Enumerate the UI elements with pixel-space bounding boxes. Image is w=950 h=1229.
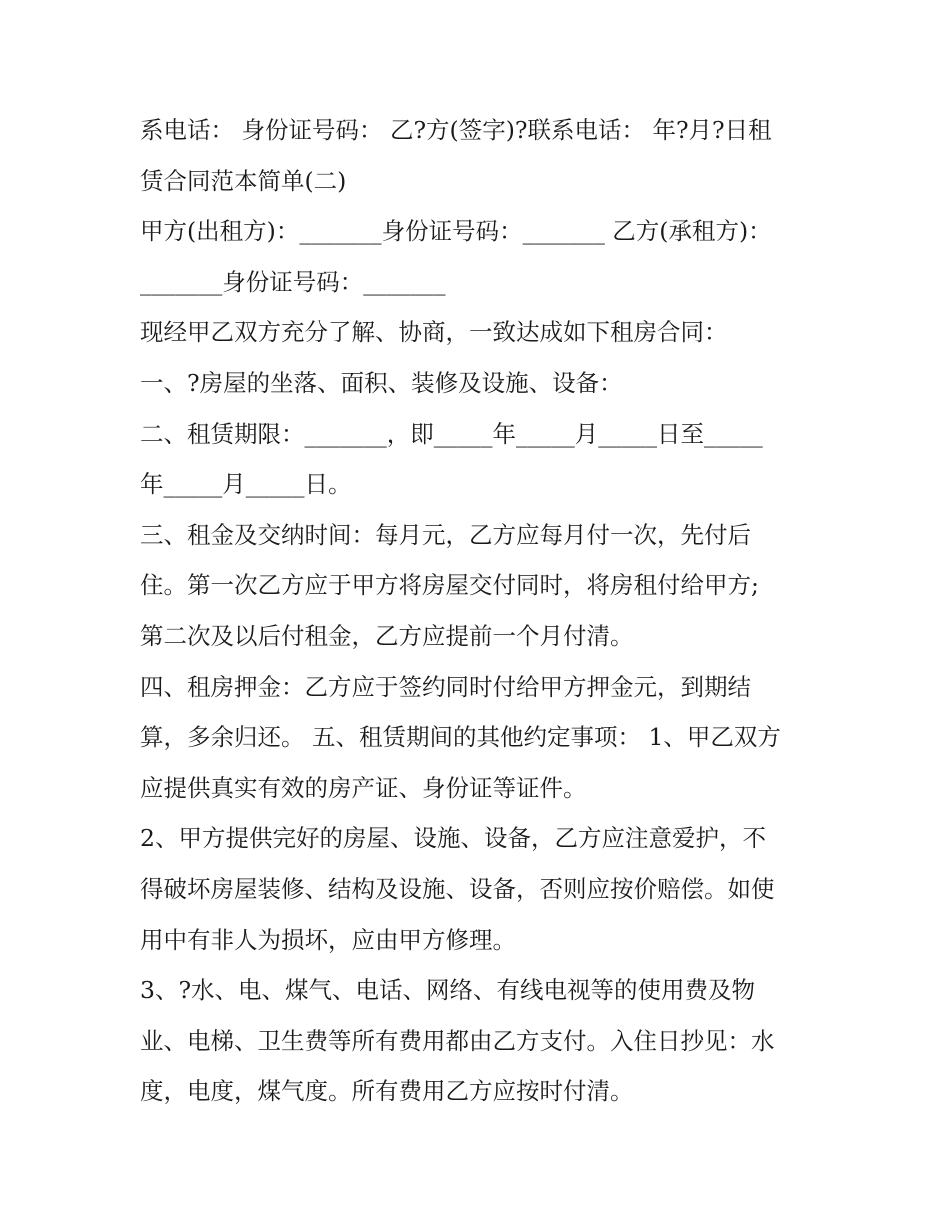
text-line: 甲方(出租方)：_______身份证号码：_______ 乙方(承租方)： (140, 217, 772, 246)
text-line: _______身份证号码：_______ (140, 267, 446, 296)
text-line: 2、甲方提供完好的房屋、设施、设备，乙方应注意爱护，不 (140, 824, 766, 853)
text-line: 度，电度，煤气度。所有费用乙方应按时付清。 (140, 1077, 634, 1106)
text-line: 应提供真实有效的房产证、身份证等证件。 (140, 773, 587, 802)
text-line: 住。第一次乙方应于甲方将房屋交付同时，将房租付给甲方; (140, 571, 759, 600)
text-line: 用中有非人为损坏，应由甲方修理。 (140, 925, 516, 954)
text-line: 现经甲乙双方充分了解、协商，一致达成如下租房合同： (140, 318, 728, 347)
text-line: 三、租金及交纳时间：每月元，乙方应每月付一次，先付后 (140, 520, 751, 549)
text-line: 3、?水、电、煤气、电话、网络、有线电视等的使用费及物 (140, 976, 756, 1005)
text-line: 年_____月_____日。 (140, 470, 352, 499)
text-line: 算，多余归还。 五、租赁期间的其他约定事项： 1、甲乙双方 (140, 723, 781, 752)
text-line: 赁合同范本简单(二) (140, 166, 347, 195)
text-line: 系电话： 身份证号码： 乙?方(签字)?联系电话： 年?月?日租 (140, 116, 772, 144)
text-line: 四、租房押金：乙方应于签约同时付给甲方押金元，到期结 (140, 672, 751, 701)
text-line: 第二次及以后付租金，乙方应提前一个月付清。 (140, 621, 634, 650)
text-line: 一、?房屋的坐落、面积、装修及设施、设备： (140, 368, 623, 397)
text-line: 业、电梯、卫生费等所有费用都由乙方支付。入住日抄见：水 (140, 1026, 775, 1055)
text-line: 二、租赁期限：_______，即_____年_____月_____日至_____ (140, 419, 763, 448)
document-body (140, 105, 820, 1117)
text-line: 得破坏房屋装修、结构及设施、设备，否则应按价赔偿。如使 (140, 874, 775, 903)
